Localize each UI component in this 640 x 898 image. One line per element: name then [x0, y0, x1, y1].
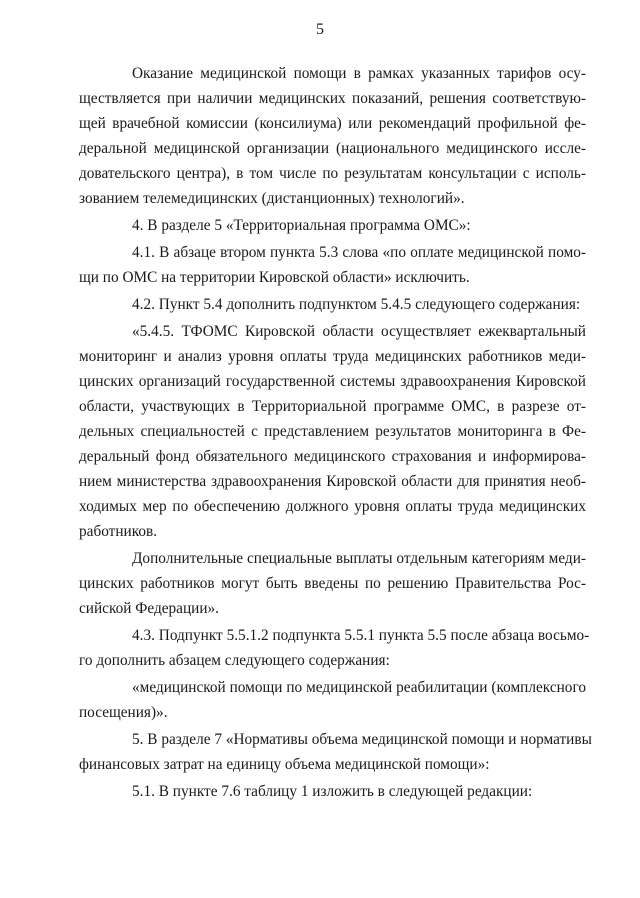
text-line: 4. В разделе 5 «Территориальная программа ОМС»: [132, 217, 471, 234]
text-line: нием министерства здравоохранения Кировской области для принятия необ- [79, 473, 586, 490]
text-line: 5.1. В пункте 7.6 таблицу 1 изложить в следующей редакции: [132, 783, 533, 800]
text-line: 4.1. В абзаце втором пункта 5.3 слова «по оплате медицинской помо- [132, 244, 586, 261]
text-line: финансовых затрат на единицу объема медицинской помощи»: [79, 756, 490, 773]
text-line: сийской Федерации». [79, 600, 219, 617]
text-line: области, участвующих в Территориальной программе ОМС, в разрезе от- [79, 398, 586, 415]
text-line: 4.2. Пункт 5.4 дополнить подпунктом 5.4.5 следующего содержания: [132, 296, 581, 313]
text-line: цинских работников могут быть введены по решению Правительства Рос- [79, 575, 586, 592]
text-line: Оказание медицинской помощи в рамках указанных тарифов осу- [132, 65, 586, 82]
text-line: посещения)». [79, 704, 168, 721]
text-line: Дополнительные специальные выплаты отдельным категориям меди- [132, 550, 586, 567]
text-line: мониторинг и анализ уровня оплаты труда медицинских работников меди- [79, 348, 586, 365]
text-line: зованием телемедицинских (дистанционных) технологий». [79, 190, 465, 207]
text-line: 5. В разделе 7 «Нормативы объема медицинской помощи и нормативы [132, 731, 592, 748]
text-line: деральной медицинской организации (национального медицинского иссле- [79, 140, 586, 157]
text-line: го дополнить абзацем следующего содержания: [79, 652, 390, 669]
text-line: работников. [79, 523, 158, 540]
text-line: ходимых мер по обеспечению должного уровня оплаты труда медицинских [79, 498, 586, 515]
text-line: щей врачебной комиссии (консилиума) или рекомендаций профильной фе- [79, 115, 586, 132]
text-line: «5.4.5. ТФОМС Кировской области осуществляет ежеквартальный [132, 323, 586, 340]
text-line: «медицинской помощи по медицинской реабилитации (комплексного [132, 679, 586, 696]
text-line: довательского центра), в том числе по результатам консультации с исполь- [79, 165, 586, 182]
text-line: 4.3. Подпункт 5.5.1.2 подпункта 5.5.1 пункта 5.5 после абзаца восьмо- [132, 627, 590, 644]
text-line: цинских организаций государственной системы здравоохранения Кировской [79, 373, 586, 390]
text-line: ществляется при наличии медицинских показаний, решения соответствую- [79, 90, 586, 107]
text-line: щи по ОМС на территории Кировской области» исключить. [79, 269, 470, 286]
text-line: дельных специальностей с представлением результатов мониторинга в Фе- [79, 423, 586, 440]
page-number: 5 [316, 21, 324, 38]
text-line: деральный фонд обязательного медицинского страхования и информирова- [79, 448, 586, 465]
